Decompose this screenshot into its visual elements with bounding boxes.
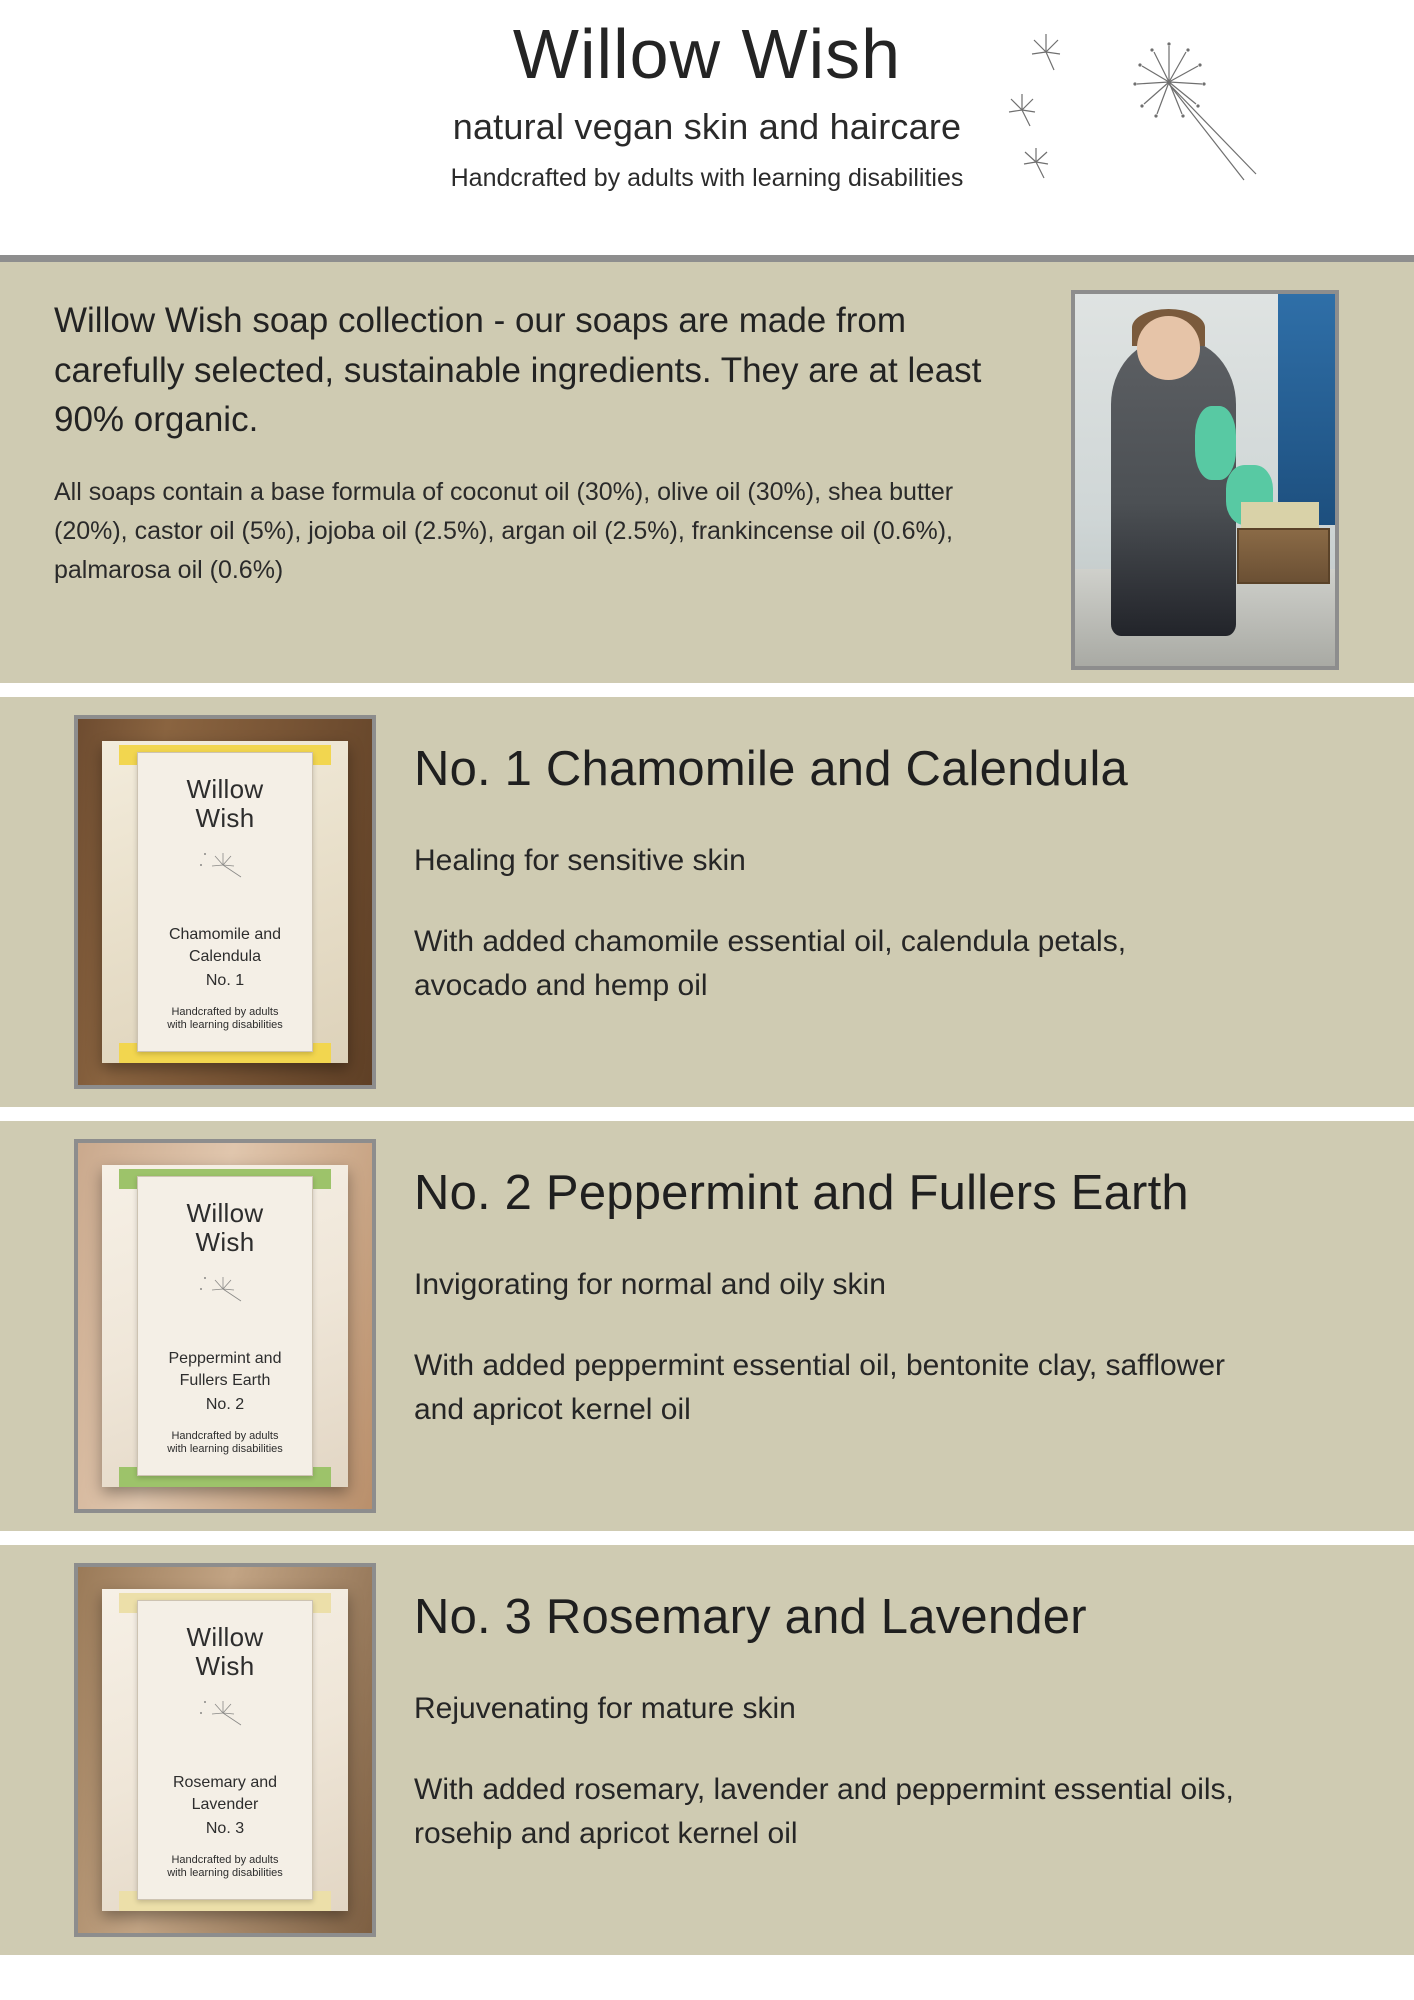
soap-label-footer-line2-2: with learning disabilities	[167, 1443, 283, 1456]
product-title-1: No. 1 Chamomile and Calendula	[414, 742, 1128, 796]
soap-label-variant-line2-3: Lavender	[191, 1795, 259, 1813]
photo-curtain	[1278, 294, 1335, 525]
soap-label-3	[137, 1600, 313, 1900]
product-row-2	[0, 1121, 1414, 1531]
soap-label-number-3: No. 3	[205, 1819, 245, 1837]
label-dandelion-icon-2	[195, 1269, 255, 1303]
soap-label-footer-line1-1: Handcrafted by adults	[171, 1005, 279, 1018]
product-description-3: With added rosemary, lavender and peppermint essential oils, rosehip and apricot kernel oil	[414, 1772, 1234, 1851]
soap-label-variant-line2-1: Calendula	[188, 947, 262, 965]
label-dandelion-icon-3	[195, 1693, 255, 1727]
soap-label-footer-line1-3: Handcrafted by adults	[171, 1853, 279, 1866]
soap-label-number-2: No. 2	[205, 1395, 245, 1413]
soap-label-footer-1	[161, 1006, 289, 1034]
soap-label-2	[137, 1176, 313, 1476]
soap-label-footer-line2-3: with learning disabilities	[167, 1867, 283, 1880]
photo-glove-left	[1195, 406, 1237, 480]
soap-photo-2	[74, 1139, 376, 1513]
product-text-1	[376, 715, 1414, 1089]
header-divider	[0, 255, 1414, 262]
dandelion-icon	[994, 22, 1264, 202]
soap-label-footer-line2-1: with learning disabilities	[167, 1019, 283, 1032]
soap-label-variant-line1-1: Chamomile and	[168, 926, 282, 944]
soap-label-variant-line1-2: Peppermint and	[168, 1350, 282, 1368]
soap-label-brand-line2-1: Wish	[195, 803, 255, 834]
product-description-2: With added peppermint essential oil, bentonite clay, safflower and apricot kernel oil	[414, 1348, 1226, 1427]
soap-label-number-1: No. 1	[205, 971, 245, 989]
soap-label-1	[137, 752, 313, 1052]
product-tagline-2: Invigorating for normal and oily skin	[414, 1267, 886, 1301]
soap-label-footer-2	[161, 1430, 289, 1458]
soap-label-brand-line1-3: Willow	[186, 1621, 264, 1652]
photo-soap-mould	[1237, 528, 1329, 584]
product-title-3: No. 3 Rosemary and Lavender	[414, 1590, 1087, 1644]
soap-label-brand-line2-2: Wish	[195, 1227, 255, 1258]
band-gap	[0, 683, 1414, 697]
photo-person	[1111, 339, 1236, 637]
product-row-3	[0, 1545, 1414, 1955]
brand-subtitle: natural vegan skin and haircare	[452, 105, 962, 147]
soap-label-footer-line1-2: Handcrafted by adults	[171, 1429, 279, 1442]
product-tagline-1: Healing for sensitive skin	[414, 843, 746, 877]
product-title-2: No. 2 Peppermint and Fullers Earth	[414, 1166, 1189, 1220]
soap-label-footer-3	[161, 1854, 289, 1882]
product-tagline-3: Rejuvenating for mature skin	[414, 1691, 796, 1725]
poster-header	[0, 0, 1414, 262]
band-gap-2	[0, 1107, 1414, 1121]
intro-band	[0, 262, 1414, 683]
photo-person-head	[1137, 316, 1199, 379]
soap-label-variant-line1-3: Rosemary and	[172, 1774, 278, 1792]
intro-lead-text: Willow Wish soap collection - our soaps are made from carefully selected, sustainable ingredients. They are at least 90% organic.	[54, 301, 982, 440]
product-description-1: With added chamomile essential oil, calendula petals, avocado and hemp oil	[414, 924, 1127, 1003]
maker-photo	[1071, 290, 1339, 670]
product-row-1	[0, 697, 1414, 1107]
soap-photo-1	[74, 715, 376, 1089]
soap-label-variant-line2-2: Fullers Earth	[179, 1371, 271, 1389]
page-title: Willow Wish	[512, 15, 902, 93]
band-gap-3	[0, 1531, 1414, 1545]
intro-detail-text: All soaps contain a base formula of coconut oil (30%), olive oil (30%), shea butter (20%), castor oil (5%), jojoba oil (2.5%), argan oil (2.5%), frankincense oil (0.6%), palmarosa oil (0.6%)	[54, 478, 954, 584]
brand-note: Handcrafted by adults with learning disabilities	[450, 163, 964, 192]
product-text-2	[376, 1139, 1414, 1513]
soap-label-brand-line1-2: Willow	[186, 1197, 264, 1228]
soap-label-brand-line1-1: Willow	[186, 773, 264, 804]
product-text-3	[376, 1563, 1414, 1937]
label-dandelion-icon-1	[195, 845, 255, 879]
soap-label-brand-line2-3: Wish	[195, 1651, 255, 1682]
soap-photo-3	[74, 1563, 376, 1937]
